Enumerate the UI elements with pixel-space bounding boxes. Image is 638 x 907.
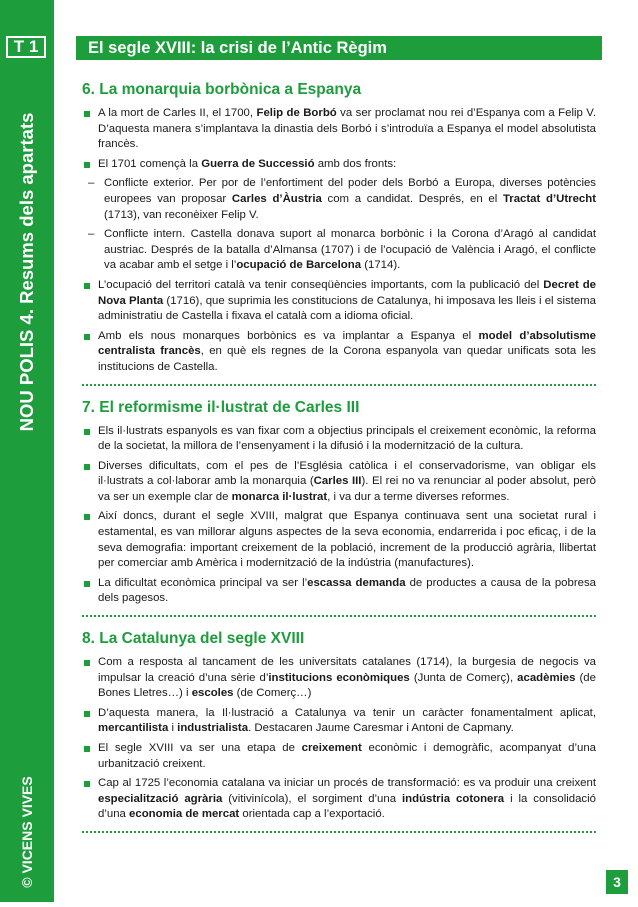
- bold-term: especialització agrària: [98, 792, 223, 805]
- text-run: (de Comerç…): [233, 687, 312, 700]
- section-divider: [82, 615, 596, 617]
- bullet-item: [82, 576, 596, 607]
- bold-term: monarca il·lustrat: [231, 490, 328, 503]
- section-title: 7. El reformisme il·lustrat de Carles III: [82, 398, 360, 416]
- text-run: , en què els regnes de la Corona espanyola van quedar unificats sota les institucions de Castella.: [98, 345, 597, 373]
- text-run: (vitivinícola), el sorgiment d’una: [222, 792, 402, 805]
- text-run: Cap al 1725 l’economia catalana va iniciar un procés de transformació: es va produir una creixent: [98, 777, 596, 790]
- bold-term: Tractat d’Utrecht: [502, 192, 596, 205]
- page-number: 3: [606, 870, 628, 894]
- book-title-vertical: NOU POLIS 4. Resums dels apartats: [16, 112, 37, 432]
- bold-term: industrialista: [177, 722, 249, 735]
- dash-marker: –: [88, 228, 95, 241]
- bullet-item: [82, 459, 596, 506]
- bullet-item: [82, 741, 596, 772]
- text-run: D’aquesta manera, la Il·lustració a Catalunya va tenir un caràcter fonamentalment aplicat,: [98, 706, 596, 719]
- text-run: com a candidat. Després, en el: [321, 192, 503, 205]
- bold-term: creixement: [301, 742, 362, 754]
- bold-term: ocupació de Barcelona: [236, 259, 362, 272]
- bullet-item: [82, 776, 596, 823]
- text-run: i la consolidació d’una: [98, 792, 596, 821]
- text-run: , i va dur a terme diverses reformes.: [327, 490, 510, 503]
- bold-term: Decret de Nova Planta: [98, 278, 597, 307]
- text-run: (1716), que suprimia les constitucions de Catalunya, hi imposava les lleis i el sistema administratiu de Castella i fixava el català com a idioma oficial.: [98, 294, 597, 323]
- text-run: (1713), van reconèixer Felip V.: [104, 208, 259, 221]
- bold-term: escassa demanda: [307, 576, 406, 589]
- bold-term: Felip de Borbó: [256, 107, 337, 119]
- text-run: Els il·lustrats espanyols es van fixar com a objectius principals el creixement econòmic, la reforma de la societat, la millora de l’ensenyament i la difusió i la modernització de la cultura.: [98, 424, 596, 453]
- bullet-item: [82, 706, 596, 737]
- text-run: Diverses dificultats, com el pes de l’Església catòlica i el conservadorisme, van obligar els il·lustrats a col·laborar amb la monarquia (: [98, 459, 596, 488]
- bullet-item: [82, 278, 596, 325]
- sidebar-band: [0, 0, 54, 902]
- text-run: va ser proclamat nou rei d’Espanya com a Felip V. D’aquesta manera s’implantava la dinastia dels Borbó i s’introduïa a Espanya el model absolutista francès.: [98, 107, 596, 151]
- section-divider: [82, 831, 596, 833]
- bullet-item: [82, 424, 596, 455]
- text-run: ). El rei no va renunciar al poder absolut, però va ser un exemple clar de: [98, 475, 596, 503]
- text-run: de productes a causa de la pobresa dels pagesos.: [98, 576, 596, 605]
- text-run: . Destacaren Jaume Caresmar i Antoni de Capmany.: [248, 722, 514, 735]
- chapter-title-banner: El segle XVIII: la crisi de l’Antic Règim: [76, 36, 602, 60]
- bullet-item: [82, 509, 596, 571]
- bold-term: economia de mercat: [129, 808, 240, 821]
- bold-term: indústria cotonera: [402, 792, 505, 805]
- summary-content: [82, 80, 596, 845]
- text-run: (de Bones Lletres…) i: [98, 671, 596, 700]
- text-run: Com a resposta al tancament de les universitats catalanes (1714), la burgesia de negocis va impulsar la creació d’una sèrie d’: [98, 656, 596, 684]
- sub-item: [82, 227, 596, 274]
- bold-term: institucions econòmiques: [268, 671, 410, 684]
- bullet-item: [82, 655, 596, 702]
- bold-term: acadèmies: [517, 671, 576, 684]
- text-run: Conflicte intern. Castella donava suport al monarca borbònic i la Corona d’Aragó al candidat austriac. Després de la batalla d’Almansa (1707) i de l’ocupació de València i Aragó, el conflicte va acabar amb el setge i l’: [104, 228, 596, 272]
- text-run: El 1701 començà la: [98, 157, 202, 170]
- text-run: El segle XVIII va ser una etapa de: [98, 742, 302, 754]
- text-run: Conflicte exterior. Per por de l’enfortiment del poder dels Borbó a Europa, diverses potències europees van proposar: [104, 177, 596, 205]
- dash-marker: –: [88, 177, 95, 190]
- section-title: 8. La Catalunya del segle XVIII: [82, 630, 305, 648]
- bullet-item: [82, 329, 596, 376]
- text-run: i: [168, 722, 178, 735]
- text-run: econòmic i demogràfic, acompanyat d’una urbanització creixent.: [98, 742, 596, 770]
- text-run: Amb els nous monarques borbònics es va implantar a Espanya el: [98, 329, 479, 342]
- sub-item: [82, 176, 596, 223]
- section-divider: [82, 384, 596, 386]
- section-title: 6. La monarquia borbònica a Espanya: [82, 81, 362, 98]
- bold-term: mercantilista: [98, 722, 169, 735]
- text-run: orientada cap a l’exportació.: [239, 808, 385, 821]
- bold-term: model d’absolutisme centralista francès: [98, 329, 596, 358]
- bullet-item: [82, 157, 596, 173]
- bullet-item: [82, 106, 596, 153]
- publisher-copyright: © VICENS VIVES: [19, 776, 35, 888]
- bold-term: escoles: [191, 687, 234, 700]
- text-run: L’ocupació del territori català va tenir conseqüències importants, com la publicació del: [98, 278, 544, 291]
- text-run: (1714).: [361, 259, 401, 272]
- bold-term: Carles d’Àustria: [231, 192, 322, 205]
- bold-term: Carles III: [313, 475, 362, 488]
- topic-badge: T 1: [6, 36, 46, 58]
- text-run: La dificultat econòmica principal va ser l’: [98, 576, 308, 589]
- bold-term: Guerra de Successió: [201, 157, 315, 170]
- text-run: amb dos fronts:: [314, 157, 397, 170]
- text-run: Així doncs, durant el segle XVIII, malgrat que Espanya continuava sent una societat rural i estamental, es van millorar alguns aspectes de la seva economia, endarrerida i poc eficaç, i de la seva demografia: important creixement de la població, increment de la producció agrària, llibertat per comerciar amb Amèrica i modernització de la indústria (manufactures).: [98, 510, 596, 570]
- text-run: A la mort de Carles II, el 1700,: [98, 107, 257, 119]
- text-run: (Junta de Comerç),: [409, 671, 518, 684]
